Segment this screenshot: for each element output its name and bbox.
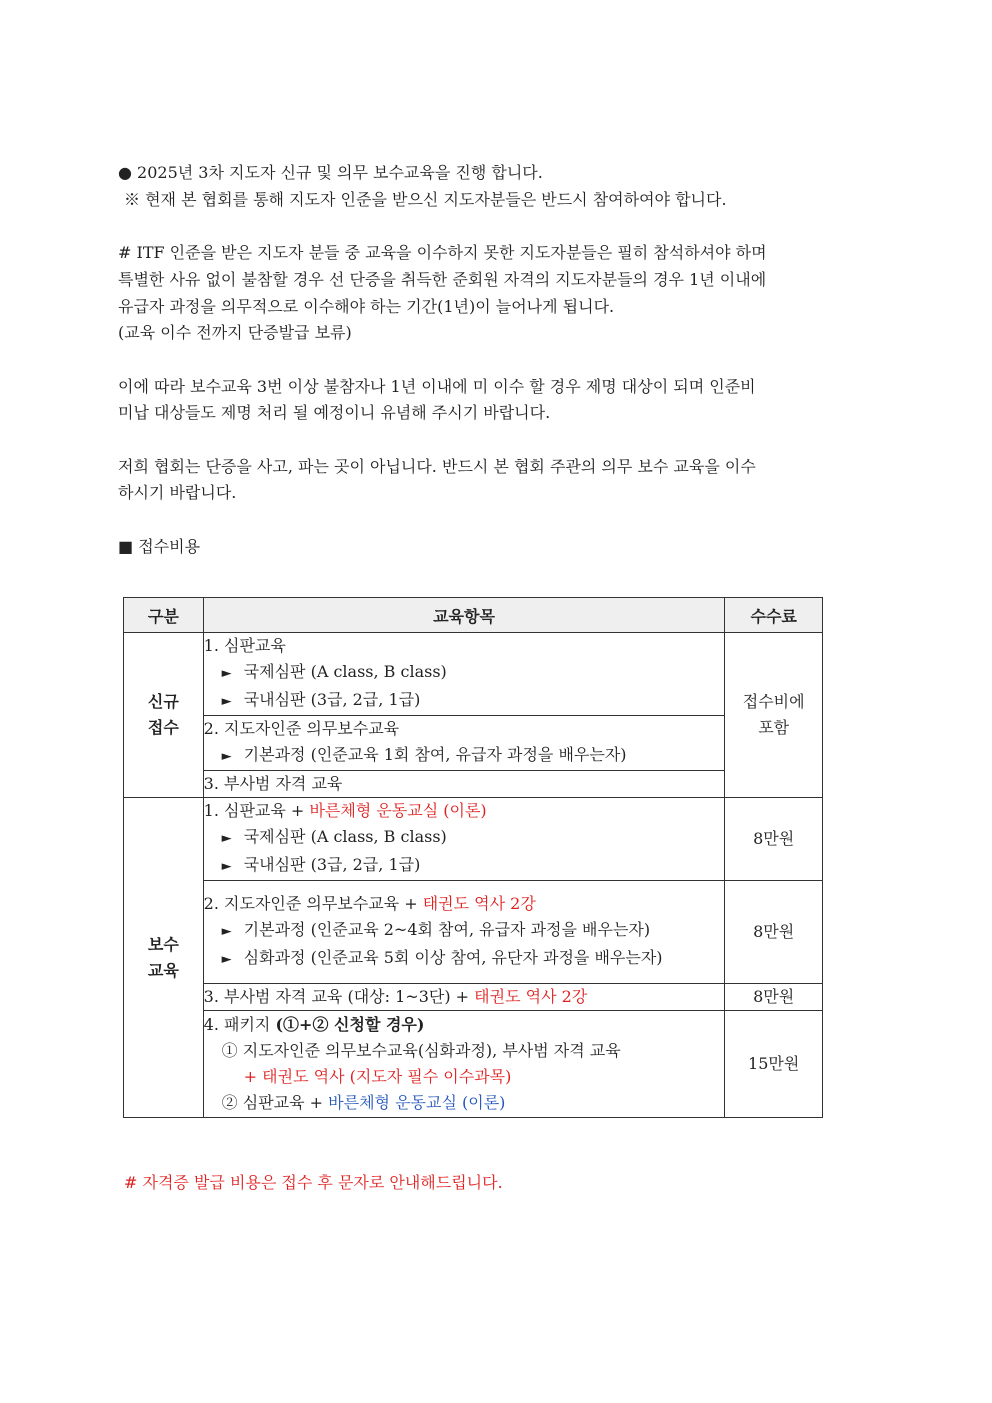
- header-item: 교육항목: [203, 598, 725, 633]
- paragraph3-line2: 하시기 바랍니다.: [118, 483, 237, 502]
- fee-table: [123, 597, 823, 1118]
- fee-refresh-referee: 8만원: [725, 798, 823, 881]
- paragraph2-line2: 미납 대상들도 제명 처리 될 예정이니 유념해 주시기 바랍니다.: [118, 403, 551, 422]
- item-title: 2. 지도자인준 의무보수교육: [203, 719, 400, 738]
- item-title: 1. 심판교육: [203, 636, 286, 655]
- paragraph1-line1: # ITF 인준을 받은 지도자 분들 중 교육을 이수하지 못한 지도자분들은 필히 참석하셔야 하며: [118, 243, 767, 262]
- refresh-referee-item: 1. 심판교육 + 바른체형 운동교실 (이론) ► 국제심판 (A class, B class) ► 국내심판 (3급, 2급, 1급): [203, 798, 725, 881]
- table-header-row: [124, 598, 823, 633]
- announcement-headline: ● 2025년 3차 지도자 신규 및 의무 보수교육을 진행 합니다.: [118, 163, 543, 182]
- table-row: [124, 771, 823, 798]
- category-new: 신규 접수: [124, 633, 204, 798]
- paragraph2-line1: 이에 따라 보수교육 3번 이상 불참자나 1년 이내에 미 이수 할 경우 제명 대상이 되며 인준비: [118, 377, 756, 396]
- new-referee-item: 1. 심판교육 ► 국제심판 (A class, B class) ► 국내심판 (3급, 2급, 1급): [203, 633, 725, 716]
- participation-note: ※ 현재 본 협회를 통해 지도자 인준을 받으신 지도자분들은 반드시 참여하여야 합니다.: [124, 190, 727, 209]
- arrow-icon: ►: [221, 859, 232, 874]
- refresh-package-item: 4. 패키지 (①+② 신청할 경우) ① 지도자인준 의무보수교육(심화과정), 부사범 자격 교육 + 태권도 역사 (지도자 필수 이수과목) ② 심판교육 + 바른체형 운동교실 (이론): [203, 1011, 725, 1118]
- item-title: 1. 심판교육 + 바른체형 운동교실 (이론): [203, 801, 487, 820]
- item-title: 4. 패키지 (①+② 신청할 경우): [203, 1015, 425, 1034]
- arrow-icon: ►: [221, 666, 232, 681]
- refresh-assistant-item: [203, 984, 725, 1011]
- arrow-icon: ►: [221, 952, 232, 967]
- table-row: [124, 881, 823, 984]
- footer-note: # 자격증 발급 비용은 접수 후 문자로 안내해드립니다.: [124, 1173, 503, 1192]
- item-title: 3. 부사범 자격 교육 (대상: 1~3단) + 태권도 역사 2강: [203, 987, 588, 1006]
- new-instructor-item: 2. 지도자인준 의무보수교육 ► 기본과정 (인준교육 1회 참여, 유급자 과정을 배우는자): [203, 716, 725, 771]
- fee-refresh-package: 15만원: [725, 1011, 823, 1118]
- table-row: [124, 798, 823, 881]
- table-row: [124, 633, 823, 716]
- arrow-icon: ►: [221, 924, 232, 939]
- header-fee: 수수료: [725, 598, 823, 633]
- arrow-icon: ►: [221, 694, 232, 709]
- paragraph1-line2: 특별한 사유 없이 불참할 경우 선 단증을 취득한 준회원 자격의 지도자분들의 경우 1년 이내에: [118, 270, 767, 289]
- paragraph1-line4: (교육 이수 전까지 단증발급 보류): [118, 323, 352, 342]
- paragraph3-line1: 저희 협회는 단증을 사고, 파는 곳이 아닙니다. 반드시 본 협회 주관의 의무 보수 교육을 이수: [118, 457, 756, 476]
- fee-new: 접수비에 포함: [725, 633, 823, 798]
- arrow-icon: ►: [221, 831, 232, 846]
- refresh-instructor-item: 2. 지도자인준 의무보수교육 + 태권도 역사 2강 ► 기본과정 (인준교육 2~4회 참여, 유급자 과정을 배우는자) ► 심화과정 (인준교육 5회 이상 참여, 유단자 과정을 배우는자): [203, 881, 725, 984]
- table-row: [124, 1011, 823, 1118]
- item-title: 2. 지도자인준 의무보수교육 + 태권도 역사 2강: [203, 894, 536, 913]
- section-title: ■ 접수비용: [118, 537, 201, 556]
- header-category: 구분: [124, 598, 204, 633]
- table-row: [124, 984, 823, 1011]
- category-refresh: 보수 교육: [124, 798, 204, 1118]
- fee-refresh-assistant: 8만원: [725, 984, 823, 1011]
- table-row: [124, 716, 823, 771]
- fee-refresh-instructor: 8만원: [725, 881, 823, 984]
- paragraph1-line3: 유급자 과정을 의무적으로 이수해야 하는 기간(1년)이 늘어나게 됩니다.: [118, 297, 615, 316]
- new-assistant-item: [203, 771, 725, 798]
- item-title: 3. 부사범 자격 교육: [203, 774, 343, 793]
- arrow-icon: ►: [221, 749, 232, 764]
